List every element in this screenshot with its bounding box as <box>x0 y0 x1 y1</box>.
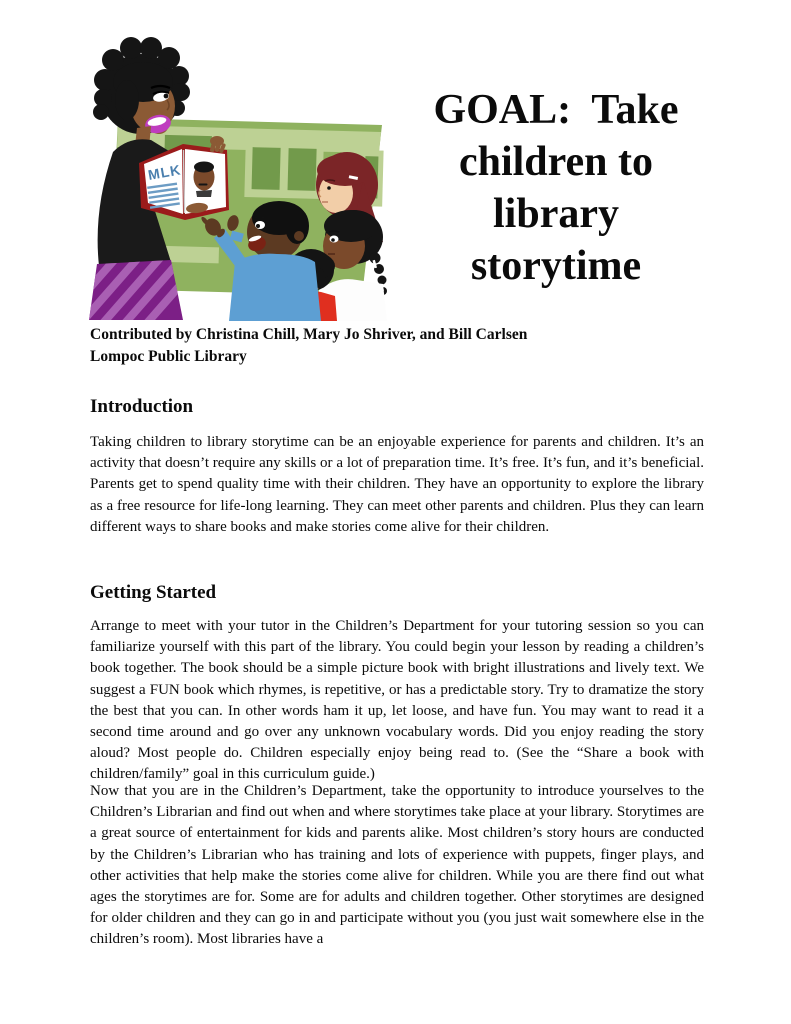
intro-paragraph: Taking children to library storytime can be an enjoyable experience for parents and children. It’s an activity that doesn’t require any skills or a lot of preparation time. It’s free. It’s fun, and it’s beneficial. Parents get to spend quality time with their children. They have an opportunity to explore the library as a free resource for life-long learning. They can meet other parents and children. Plus they can learn different ways to share books and make stories come alive for their children. <box>90 434 704 535</box>
storytime-illustration <box>85 30 397 322</box>
section-heading-getting-started: Getting Started <box>90 582 217 603</box>
page-title-line: storytime <box>470 243 642 289</box>
byline <box>90 324 710 368</box>
page-title-line: library <box>493 191 619 237</box>
byline-contributors: Contributed by Christina Chill, Mary Jo Shriver, and Bill Carlsen <box>90 326 528 343</box>
page-title-line: GOAL: Take <box>433 87 679 133</box>
getting-started-paragraph-2: Now that you are in the Children’s Department, take the opportunity to introduce yourselves to the Children’s Librarian and find out when and where storytimes take place at your library. Storytimes are a great source of entertainment for kids and parents alike. Most children’s story hours are conducted by the Children’s Librarian who has training and lots of experience with puppets, finger plays, and other activities that help make the stories come alive for children. While you are there find out what ages the storytimes are for. Some are for adults and children together. Other storytimes are designed for older children and they can go in and participate without you (you just wait somewhere else in the children’s room). Most libraries have a <box>90 783 704 948</box>
getting-started-paragraph-1: Arrange to meet with your tutor in the Children’s Department for your tutoring session so you can familiarize yourself with this part of the library. You could begin your lesson by reading a children’s book together. The book should be a simple picture book with bright illustrations and lively text. We suggest a FUN book which rhymes, is repetitive, or has a predictable story. Try to dramatize the story the best that you can. In other words ham it up, let loose, and have fun. You may want to read it a second time around and go over any unknown vocabulary words. Did you enjoy reading the story aloud? Most people do. Children especially enjoy being read to. (See the “Share a book with children/family” goal in this curriculum guide.) <box>90 618 704 783</box>
section-heading-introduction: Introduction <box>90 396 194 417</box>
page-title <box>388 84 724 292</box>
byline-organization: Lompoc Public Library <box>90 348 247 365</box>
book-title-mlk: MLK <box>146 161 183 183</box>
book-portrait <box>194 162 215 198</box>
page-title-line: children to <box>458 139 654 185</box>
